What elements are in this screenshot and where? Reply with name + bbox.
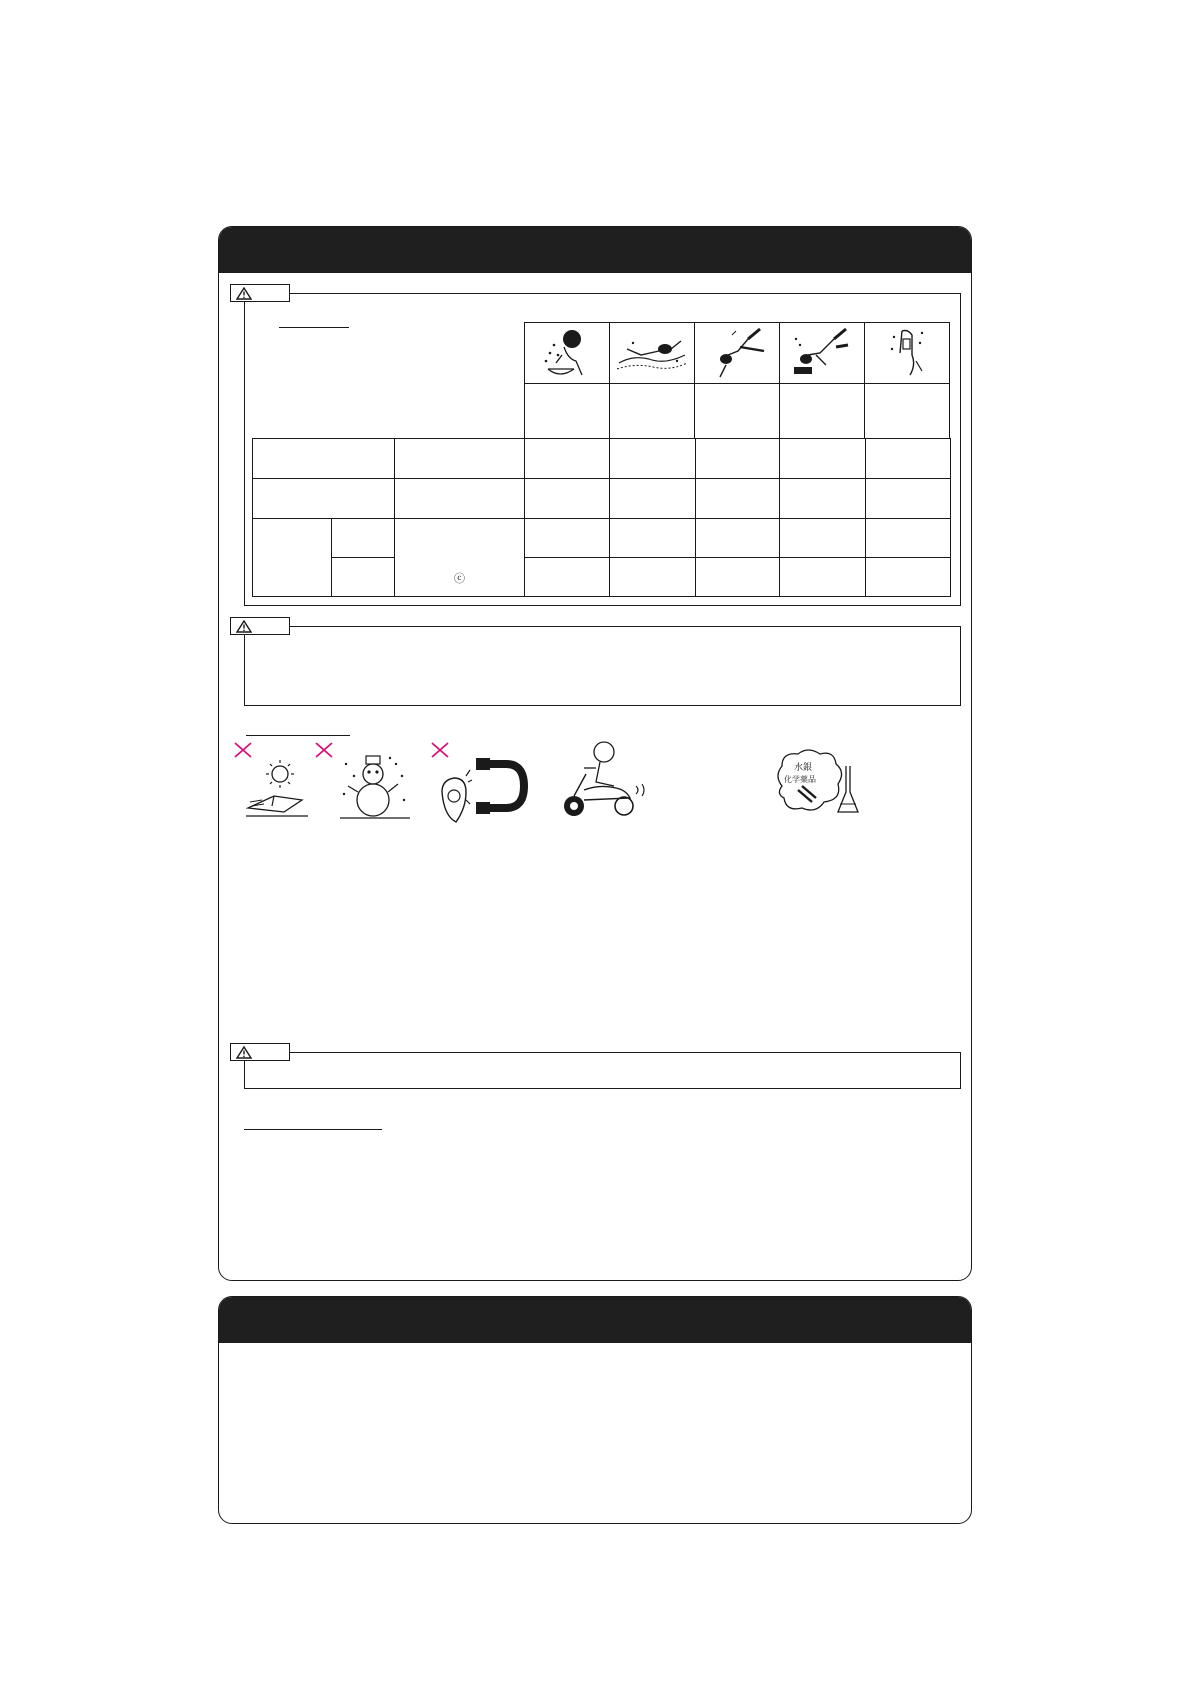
warning-tab (230, 617, 290, 635)
bubble-text: 水銀 (794, 763, 813, 773)
warning-triangle-icon (236, 620, 252, 633)
second-panel (218, 1296, 972, 1524)
panel-header (219, 1297, 971, 1343)
water-resistance-table-header (524, 322, 950, 439)
x-mark-icon (233, 741, 253, 759)
x-mark-icon (314, 741, 334, 759)
bubble-text: 化学薬品 (784, 775, 816, 784)
heading-underline (244, 1129, 382, 1130)
panel-header (219, 227, 971, 273)
warning-triangle-icon (236, 1046, 252, 1059)
table-row (253, 479, 951, 519)
table-cell (695, 384, 780, 439)
table-row (253, 439, 951, 479)
snorkel-diving-icon (695, 323, 780, 384)
warning-box-2 (244, 626, 961, 706)
table-cell (780, 384, 865, 439)
warning-tab (230, 1043, 290, 1061)
warning-triangle-icon (236, 287, 252, 300)
heading-underline (279, 327, 349, 328)
magnet-icon (436, 752, 528, 826)
mercury-chemical-icon (772, 746, 862, 822)
table-cell (865, 384, 950, 439)
table-cell (610, 384, 695, 439)
heading-underline (246, 735, 350, 736)
water-resistance-symbol: ⓒ (454, 572, 465, 585)
water-splash-hand-icon (865, 323, 950, 384)
warning-box-3 (244, 1052, 961, 1089)
warning-tab (230, 284, 290, 302)
swimming-icon (610, 323, 695, 384)
snowman-cold-icon (340, 754, 410, 820)
washing-face-icon (525, 323, 610, 384)
water-resistance-table (252, 438, 951, 597)
table-row (253, 558, 951, 597)
sun-heat-icon (244, 758, 310, 820)
scuba-diving-icon (780, 323, 865, 384)
table-cell (525, 384, 610, 439)
scooter-vibration-icon (560, 738, 650, 820)
table-row (253, 519, 951, 558)
